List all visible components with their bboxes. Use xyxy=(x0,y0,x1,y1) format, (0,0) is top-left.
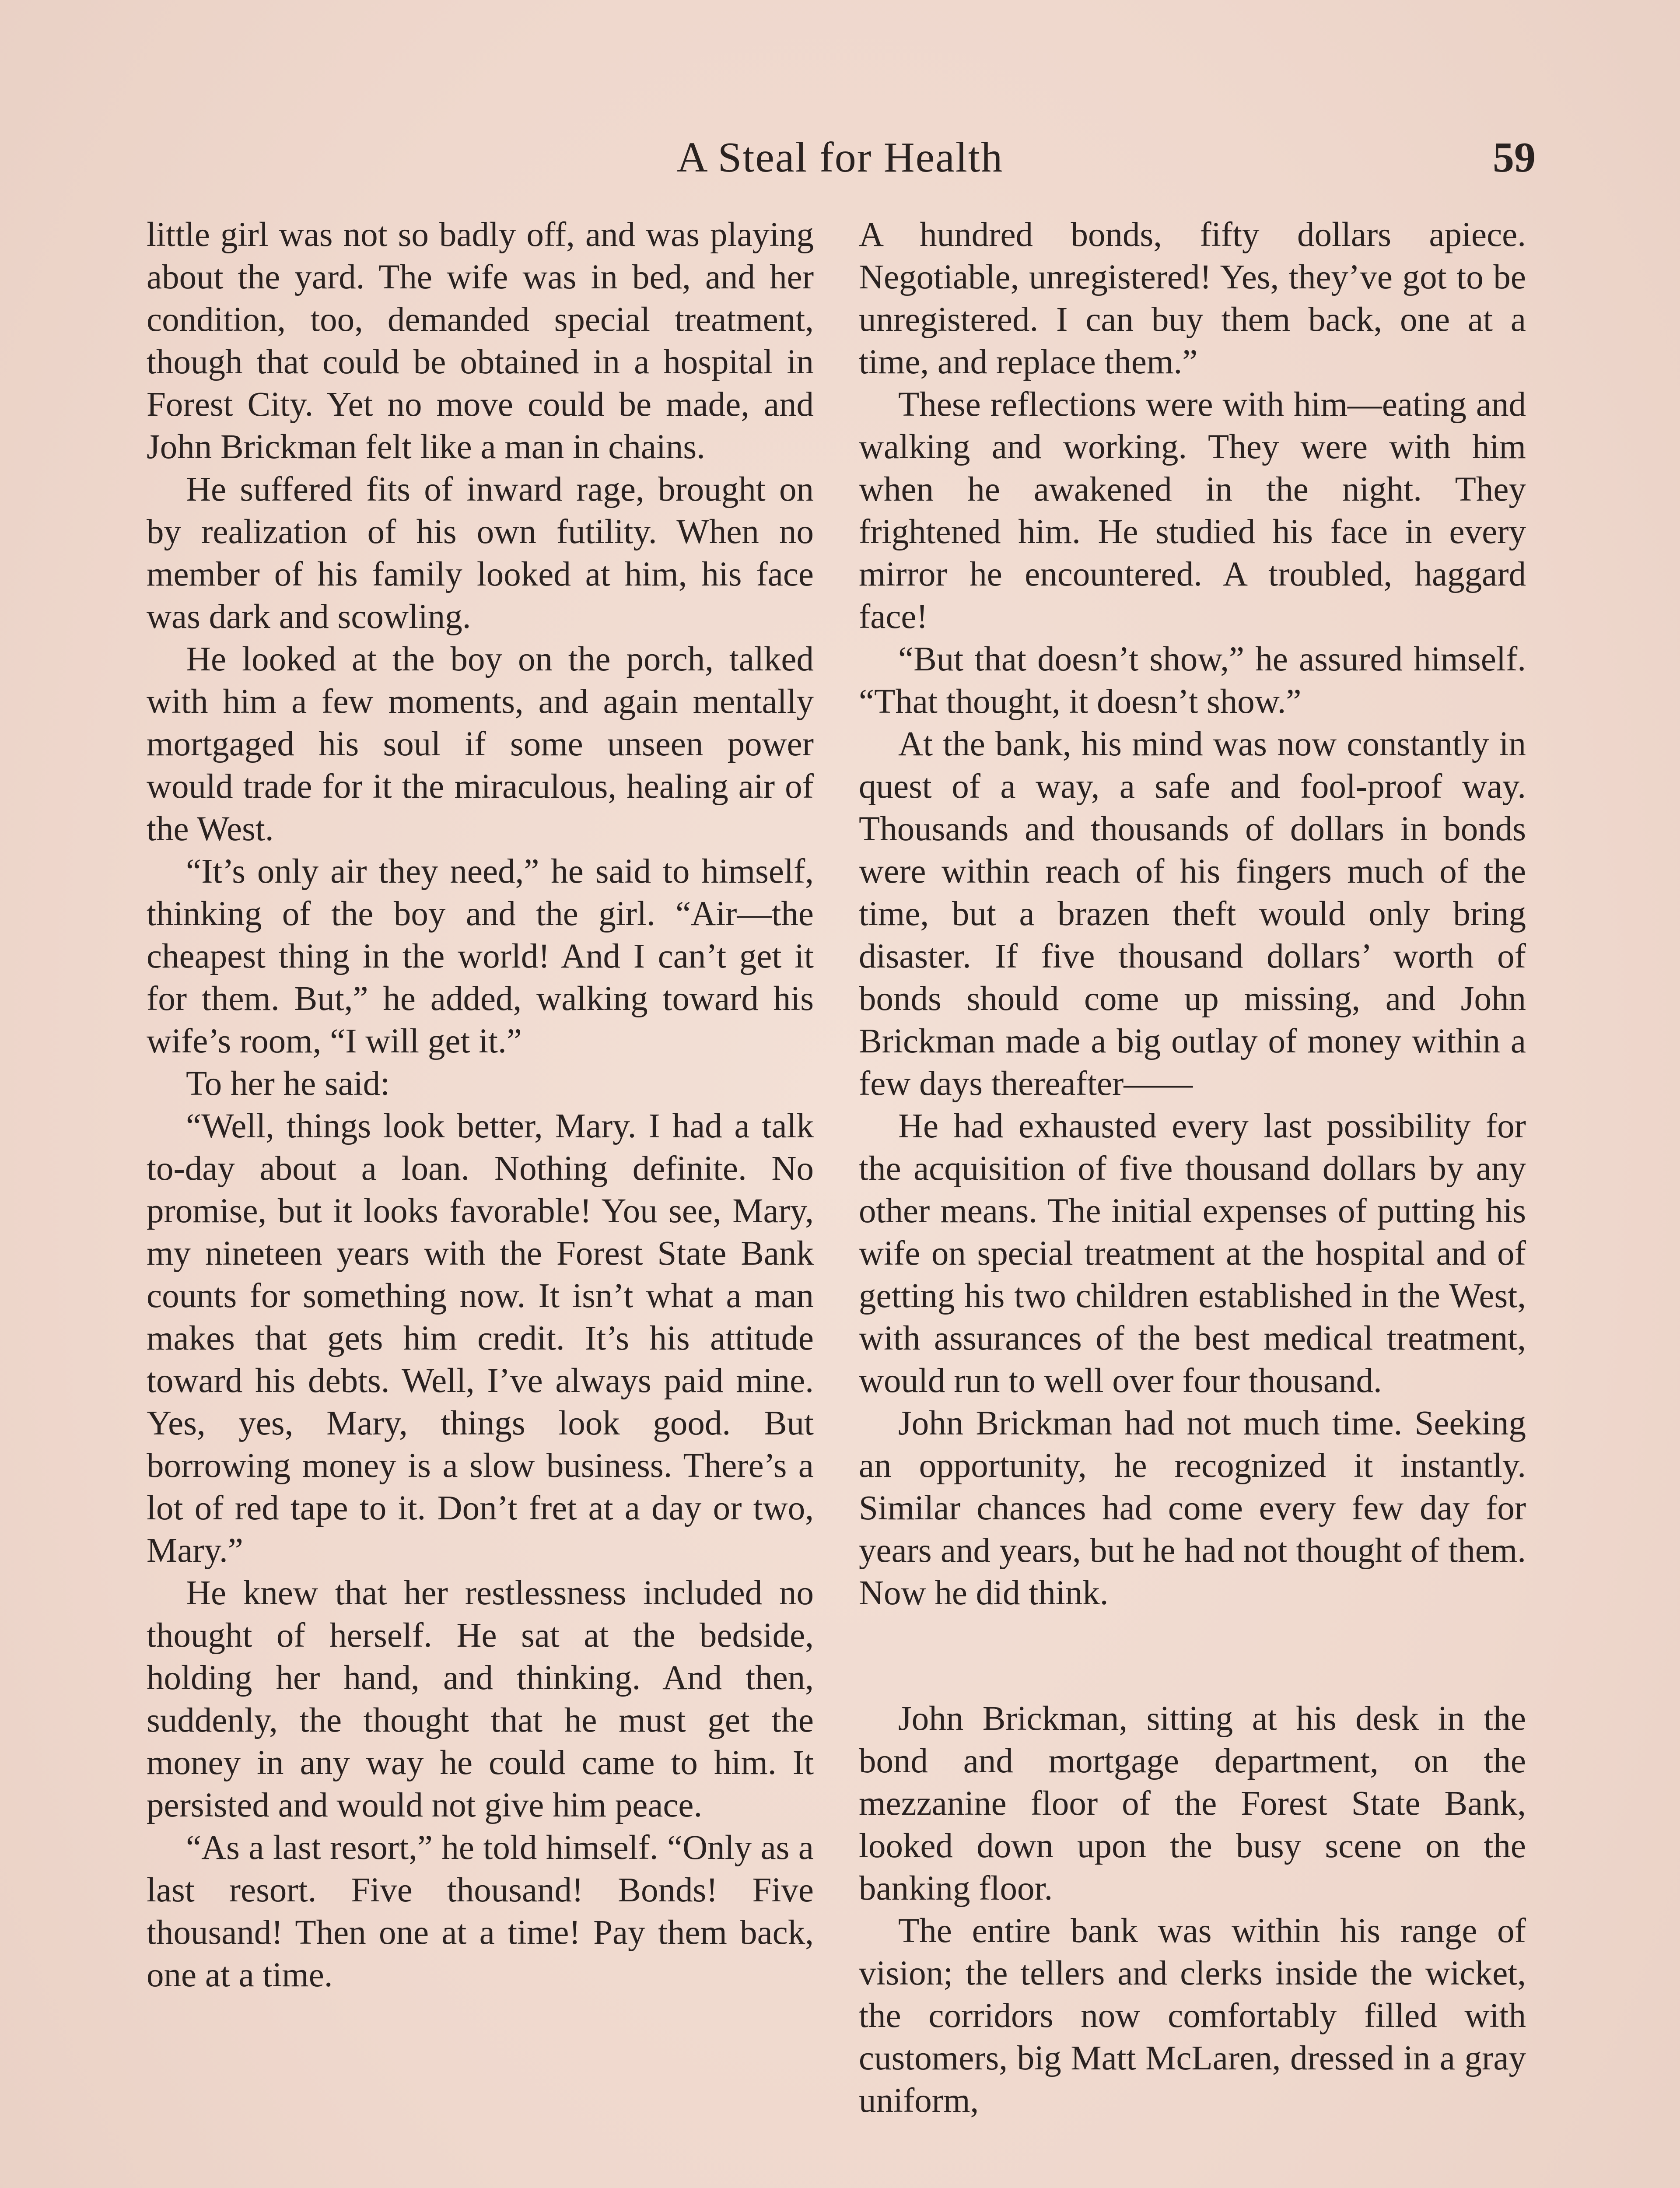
paragraph: At the bank, his mind was now constantly in quest of a way, a safe and fool-proof way. Thousands and thousands of dollars in bonds were within reach of his fingers much of the time, but a brazen theft would only bring disaster. If five thousand dollars’ worth of bonds should come up missing, and John Brickman made a big outlay of money within a few days thereafter—— xyxy=(859,725,1526,1103)
paragraph: “Well, things look better, Mary. I had a talk to-day about a loan. Nothing definite. No promise, but it looks favorable! You see, Mary, my nineteen years with the Forest State Bank counts for something now. It isn’t what a man makes that gets him credit. It’s his attitude toward his debts. Well, I’ve always paid mine. Yes, yes, Mary, things look good. But borrowing money is a slow business. There’s a lot of red tape to it. Don’t fret at a day or two, Mary.” xyxy=(147,1107,814,1570)
paragraph: John Brickman had not much time. Seeking an opportunity, he recognized it instantly. Similar chances had come every few day for years and years, but he had not thought of them. Now he did think. xyxy=(859,1404,1526,1612)
paragraph: He had exhausted every last possibility for the acquisition of five thousand dollars by any other means. The initial expenses of putting his wife on special treatment at the hospital and of getting his two children established in the West, with assurances of the best medical treatment, would run to well over four thousand. xyxy=(859,1107,1526,1400)
paragraph: These reflections were with him—eating and walking and working. They were with him when he awakened in the night. They frightened him. He studied his face in every mirror he encountered. A troubled, haggard face! xyxy=(859,386,1526,636)
paragraph: “It’s only air they need,” he said to himself, thinking of the boy and the girl. “Air—the cheapest thing in the world! And I can’t get it for them. But,” he added, walking toward his wife’s room, “I will get it.” xyxy=(147,852,814,1060)
paragraph: He looked at the boy on the porch, talked with him a few moments, and again mentally mortgaged his soul if some unseen power would trade for it the miraculous, healing air of the West. xyxy=(147,640,814,848)
paragraph: A hundred bonds, fifty dollars apiece. Negotiable, unregistered! Yes, they’ve got to be unregistered. I can buy them back, one at a time, and replace them.” xyxy=(859,216,1526,381)
running-title: A Steal for Health xyxy=(676,134,1004,181)
paragraph: little girl was not so badly off, and was playing about the yard. The wife was in bed, and her condition, too, demanded special treatment, though that could be obtained in a hospital in Forest City. Yet no move could be made, and John Brickman felt like a man in chains. xyxy=(147,216,814,466)
paragraph: John Brickman, sitting at his desk in the bond and mortgage department, on the mezzanine floor of the Forest State Bank, looked down upon the busy scene on the banking floor. xyxy=(859,1700,1526,1907)
right-column xyxy=(859,214,1526,2122)
paragraph: He suffered fits of inward rage, brought on by realization of his own futility. When no member of his family looked at him, his face was dark and scowling. xyxy=(147,470,814,636)
left-column xyxy=(147,214,814,1996)
page-number: 59 xyxy=(1493,134,1536,181)
running-header xyxy=(144,127,1536,188)
paragraph: “But that doesn’t show,” he assured himself. “That thought, it doesn’t show.” xyxy=(859,640,1526,721)
paragraph: He knew that her restlessness included no thought of herself. He sat at the bedside, holding her hand, and thinking. And then, suddenly, the thought that he must get the money in any way he could came to him. It persisted and would not give him peace. xyxy=(147,1574,814,1824)
paragraph: The entire bank was within his range of vision; the tellers and clerks inside the wicket, the corridors now comfortably filled with customers, big Matt McLaren, dressed in a gray uniform, xyxy=(859,1912,1526,2120)
paragraph: “As a last resort,” he told himself. “Only as a last resort. Five thousand! Bonds! Five thousand! Then one at a time! Pay them back, one at a time. xyxy=(147,1829,814,1994)
paragraph: To her he said: xyxy=(186,1065,390,1103)
